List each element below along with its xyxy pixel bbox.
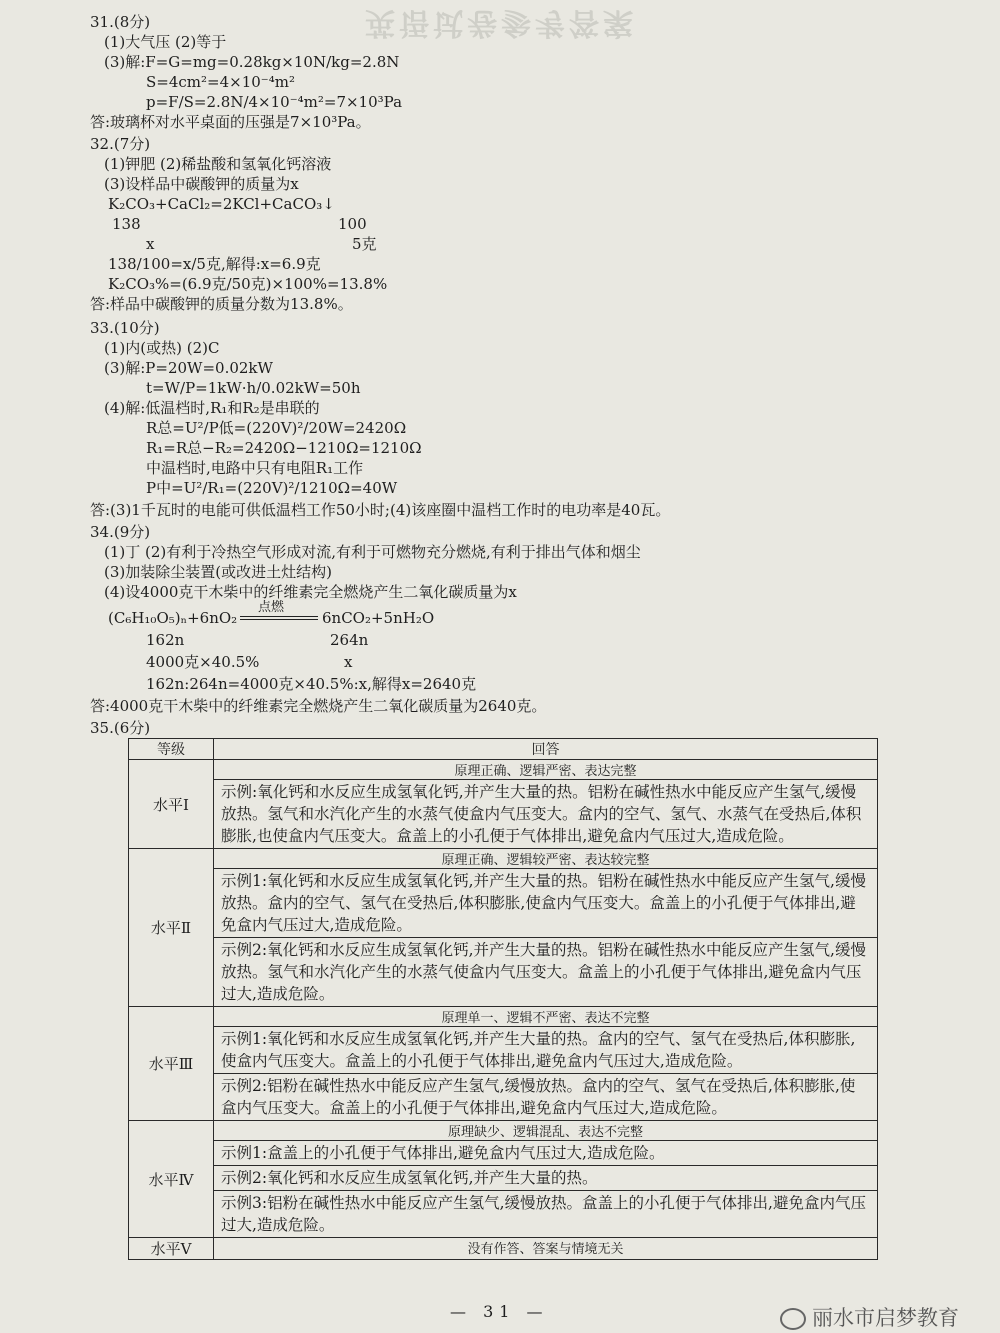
q34-reactants: (C₆H₁₀O₅)ₙ+6nO₂ [108, 609, 238, 627]
q33-line: (4)解:低温档时,R₁和R₂是串联的 [104, 399, 320, 417]
q34-line: (3)加装除尘装置(或改进土灶结构) [104, 563, 332, 581]
q32-answer: 答:样品中碳酸钾的质量分数为13.8%。 [90, 295, 353, 313]
q33-title: 33.(10分) [90, 319, 160, 337]
q34-line: (1)丁 (2)有利于冷热空气形成对流,有利于可燃物充分燃烧,有利于排出气体和烟尘 [104, 543, 641, 561]
q32-line: (3)设样品中碳酸钾的质量为x [104, 175, 299, 193]
watermark [780, 1302, 959, 1332]
q32-line: K₂CO₃%=(6.9克/50克)×100%=13.8% [108, 275, 388, 293]
table-row [129, 869, 878, 938]
q31-title: 31.(8分) [90, 13, 151, 31]
column-header-level: 等级 [129, 739, 214, 760]
column-header-answer: 回答 [214, 739, 878, 760]
q34-mass: 4000克×40.5% [146, 653, 260, 671]
scoring-rubric-table [128, 738, 878, 1260]
level-example: 示例2:氧化钙和水反应生成氢氧化钙,并产生大量的热。 [214, 1166, 878, 1191]
q32-mass: 5克 [352, 235, 377, 253]
q34-reaction-arrow [240, 619, 318, 621]
table-row [129, 849, 878, 869]
q31-line: (3)解:F=G=mg=0.28kg×10N/kg=2.8N [104, 53, 400, 71]
table-row [129, 1027, 878, 1074]
q32-variable: x [146, 235, 155, 253]
q31-line: p=F/S=2.8N/4×10⁻⁴m²=7×10³Pa [146, 93, 403, 111]
table-row [129, 780, 878, 849]
q32-title: 32.(7分) [90, 135, 151, 153]
wechat-icon [780, 1308, 806, 1330]
bleed-through-header: 英语试卷参考答案 [365, 5, 637, 40]
q32-molar-mass: 138 [112, 215, 141, 233]
q31-line: (1)大气压 (2)等于 [104, 33, 227, 51]
q33-line: (3)解:P=20W=0.02kW [104, 359, 273, 377]
q33-line: t=W/P=1kW·h/0.02kW=50h [146, 379, 361, 397]
level-criteria: 没有作答、答案与情境无关 [214, 1238, 878, 1260]
q34-condition: 点燃 [258, 600, 285, 615]
level-label: 水平Ⅲ [129, 1007, 214, 1121]
table-row [129, 1141, 878, 1166]
table-row [129, 938, 878, 1007]
level-example: 示例1:氧化钙和水反应生成氢氧化钙,并产生大量的热。铝粉在碱性热水中能反应产生氢气,缓慢放热。盒内的空气、氢气在受热后,体积膨胀,使盒内气压变大。盒盖上的小孔便于气体排出,避免盒内气压过大,造成危险。 [214, 869, 878, 938]
table-row [129, 760, 878, 780]
level-example: 示例1:氧化钙和水反应生成氢氧化钙,并产生大量的热。盒内的空气、氢气在受热后,体积膨胀,使盒内气压变大。盒盖上的小孔便于气体排出,避免盒内气压过大,造成危险。 [214, 1027, 878, 1074]
level-criteria: 原理正确、逻辑较严密、表达较完整 [214, 849, 878, 869]
q32-equation: K₂CO₃+CaCl₂=2KCl+CaCO₃↓ [108, 195, 335, 213]
level-label: 水平Ⅴ [129, 1238, 214, 1260]
q33-line: R总=U²/P低=(220V)²/20W=2420Ω [146, 419, 407, 437]
level-criteria: 原理缺少、逻辑混乱、表达不完整 [214, 1121, 878, 1141]
level-label: 水平Ⅱ [129, 849, 214, 1007]
q31-line: S=4cm²=4×10⁻⁴m² [146, 73, 295, 91]
q34-line: 162n:264n=4000克×40.5%:x,解得x=2640克 [146, 675, 477, 693]
q34-reaction-arrow [240, 616, 318, 618]
q34-answer: 答:4000克干木柴中的纤维素完全燃烧产生二氧化碳质量为2640克。 [90, 697, 547, 715]
page-number: — 31 — [450, 1302, 549, 1321]
level-criteria: 原理单一、逻辑不严密、表达不完整 [214, 1007, 878, 1027]
table-row [129, 1007, 878, 1027]
table-row [129, 1191, 878, 1238]
q34-products: 6nCO₂+5nH₂O [322, 609, 435, 627]
level-example: 示例1:盒盖上的小孔便于气体排出,避免盒内气压过大,造成危险。 [214, 1141, 878, 1166]
q34-molar-mass: 162n [146, 631, 185, 649]
watermark-text: 丽水市启梦教育 [812, 1306, 959, 1330]
q35-title: 35.(6分) [90, 719, 151, 737]
q32-line: 138/100=x/5克,解得:x=6.9克 [108, 255, 321, 273]
level-example: 示例:氧化钙和水反应生成氢氧化钙,并产生大量的热。铝粉在碱性热水中能反应产生氢气,缓慢放热。氢气和水汽化产生的水蒸气使盒内气压变大。盒内的空气、氢气、水蒸气在受热后,体积膨胀,也使盒内气压变大。盒盖上的小孔便于气体排出,避免盒内气压过大,造成危险。 [214, 780, 878, 849]
q34-line: (4)设4000克干木柴中的纤维素完全燃烧产生二氧化碳质量为x [104, 583, 517, 601]
level-example: 示例2:氧化钙和水反应生成氢氧化钙,并产生大量的热。铝粉在碱性热水中能反应产生氢气,缓慢放热。氢气和水汽化产生的水蒸气使盒内气压变大。盒盖上的小孔便于气体排出,避免盒内气压过大,造成危险。 [214, 938, 878, 1007]
table-row [129, 1074, 878, 1121]
level-criteria: 原理正确、逻辑严密、表达完整 [214, 760, 878, 780]
q33-line: P中=U²/R₁=(220V)²/1210Ω=40W [146, 479, 398, 497]
table-row [129, 1166, 878, 1191]
table-header-row [129, 739, 878, 760]
q32-molar-mass: 100 [338, 215, 367, 233]
table-row [129, 1121, 878, 1141]
table-row [129, 1238, 878, 1260]
q31-answer: 答:玻璃杯对水平桌面的压强是7×10³Pa。 [90, 113, 371, 131]
q32-line: (1)钾肥 (2)稀盐酸和氢氧化钙溶液 [104, 155, 332, 173]
level-label: 水平Ⅳ [129, 1121, 214, 1238]
level-example: 示例3:铝粉在碱性热水中能反应产生氢气,缓慢放热。盒盖上的小孔便于气体排出,避免盒内气压过大,造成危险。 [214, 1191, 878, 1238]
q33-line: 中温档时,电路中只有电阻R₁工作 [146, 459, 364, 477]
q34-variable: x [344, 653, 353, 671]
q33-line: R₁=R总−R₂=2420Ω−1210Ω=1210Ω [146, 439, 422, 457]
q34-molar-mass: 264n [330, 631, 369, 649]
q34-title: 34.(9分) [90, 523, 151, 541]
level-label: 水平Ⅰ [129, 760, 214, 849]
q33-answer: 答:(3)1千瓦时的电能可供低温档工作50小时;(4)该座圈中温档工作时的电功率是40瓦。 [90, 501, 671, 519]
q33-line: (1)内(或热) (2)C [104, 339, 220, 357]
level-example: 示例2:铝粉在碱性热水中能反应产生氢气,缓慢放热。盒内的空气、氢气在受热后,体积膨胀,使盒内气压变大。盒盖上的小孔便于气体排出,避免盒内气压过大,造成危险。 [214, 1074, 878, 1121]
